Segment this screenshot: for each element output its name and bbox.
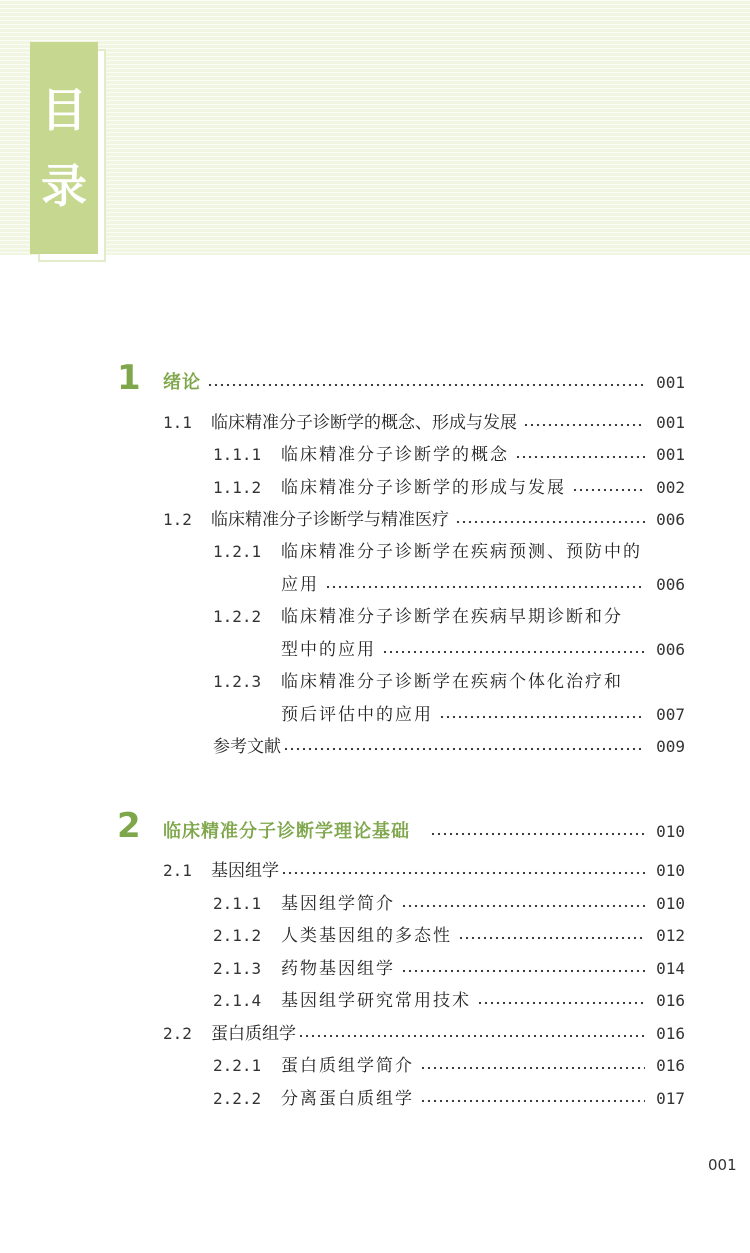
- section-label: 蛋白质组学简介: [281, 1056, 414, 1076]
- toc-entry-1-1-1[interactable]: [213, 441, 685, 469]
- chapter-1-entry[interactable]: [163, 369, 685, 397]
- toc-entry-1-2-3-line1[interactable]: [213, 668, 685, 696]
- dot-leader: [325, 582, 645, 592]
- section-label: 临床精准分子诊断学与精准医疗: [211, 510, 449, 530]
- toc-title-char-1: 目: [41, 83, 87, 137]
- toc-entry-2-2-2[interactable]: [213, 1085, 685, 1113]
- section-page: 010: [656, 861, 685, 880]
- section-page: 016: [656, 1056, 685, 1075]
- section-page: 001: [656, 445, 685, 464]
- toc-entry-2-1[interactable]: [163, 857, 685, 885]
- toc-entry-2-1-4[interactable]: [213, 987, 685, 1015]
- chapter-1-page: 001: [656, 373, 685, 392]
- chapter-2-number: 2: [117, 806, 141, 846]
- section-number: 2.2: [163, 1024, 192, 1043]
- section-number: 1.2.1: [213, 542, 262, 561]
- toc-entry-1-2-2-line2[interactable]: [281, 636, 685, 664]
- section-number: 2.1.2: [213, 926, 262, 945]
- section-label-line2: 预后评估中的应用: [281, 705, 433, 725]
- section-number: 2.1: [163, 861, 192, 880]
- dot-leader: [430, 829, 645, 839]
- section-label: 药物基因组学: [281, 959, 395, 979]
- section-number: 1.2.3: [213, 672, 262, 691]
- toc-entry-1-1-2[interactable]: [213, 474, 685, 502]
- toc-entry-2-1-2[interactable]: [213, 922, 685, 950]
- toc-title-box: [30, 42, 98, 254]
- section-number: 2.2.1: [213, 1056, 262, 1075]
- section-label-line2: 型中的应用: [281, 640, 376, 660]
- dot-leader: [455, 517, 645, 527]
- section-label-line1: 临床精准分子诊断学在疾病预测、预防中的: [281, 542, 642, 562]
- section-number: 2.1.4: [213, 991, 262, 1010]
- dot-leader: [382, 647, 645, 657]
- toc-entry-2-1-1[interactable]: [213, 890, 685, 918]
- section-page: 012: [656, 926, 685, 945]
- section-label: 基因组学简介: [281, 894, 395, 914]
- section-page: 006: [656, 575, 685, 594]
- dot-leader: [401, 901, 645, 911]
- header-band: [0, 0, 750, 255]
- section-number: 1.1: [163, 413, 192, 432]
- section-page: 001: [656, 413, 685, 432]
- section-label: 临床精准分子诊断学的概念: [281, 445, 509, 465]
- section-number: 1.2: [163, 510, 192, 529]
- dot-leader: [207, 380, 645, 390]
- section-label: 人类基因组的多态性: [281, 926, 452, 946]
- section-page: 007: [656, 705, 685, 724]
- section-label-line1: 临床精准分子诊断学在疾病个体化治疗和: [281, 672, 623, 692]
- toc-entry-1-2-3-line2[interactable]: [281, 701, 685, 729]
- dot-leader: [420, 1096, 645, 1106]
- section-number: 1.2.2: [213, 607, 262, 626]
- section-page: 002: [656, 478, 685, 497]
- toc-entry-2-2[interactable]: [163, 1020, 685, 1048]
- section-label: 分离蛋白质组学: [281, 1089, 414, 1109]
- section-label: 基因组学: [211, 861, 279, 881]
- dot-leader: [477, 998, 645, 1008]
- section-page: 017: [656, 1089, 685, 1108]
- section-label: 基因组学研究常用技术: [281, 991, 471, 1011]
- section-label: 蛋白质组学: [211, 1024, 296, 1044]
- section-label: 临床精准分子诊断学的形成与发展: [281, 478, 566, 498]
- page-number: 001: [708, 1156, 737, 1174]
- chapter-2-title: 临床精准分子诊断学理论基础: [163, 821, 410, 842]
- toc-entry-1-2[interactable]: [163, 506, 685, 534]
- section-label: 临床精准分子诊断学的概念、形成与发展: [211, 413, 517, 433]
- section-page: 009: [656, 737, 685, 756]
- section-label-line2: 应用: [281, 575, 319, 595]
- toc-title-char-2: 录: [41, 159, 87, 213]
- toc-entry-references[interactable]: [213, 733, 685, 761]
- dot-leader: [572, 485, 645, 495]
- dot-leader: [515, 452, 645, 462]
- dot-leader: [281, 868, 645, 878]
- dot-leader: [458, 933, 645, 943]
- references-label: 参考文献: [213, 737, 281, 757]
- section-page: 006: [656, 510, 685, 529]
- toc-entry-2-1-3[interactable]: [213, 955, 685, 983]
- dot-leader: [401, 966, 645, 976]
- section-page: 006: [656, 640, 685, 659]
- chapter-2-entry[interactable]: [163, 818, 685, 846]
- dot-leader: [439, 712, 645, 722]
- dot-leader: [420, 1063, 645, 1073]
- section-number: 1.1.2: [213, 478, 262, 497]
- toc-entry-1-2-1-line1[interactable]: [213, 538, 685, 566]
- section-label-line1: 临床精准分子诊断学在疾病早期诊断和分: [281, 607, 623, 627]
- chapter-1-title: 绪论: [163, 372, 201, 393]
- section-number: 2.1.1: [213, 894, 262, 913]
- section-page: 010: [656, 894, 685, 913]
- section-number: 2.1.3: [213, 959, 262, 978]
- chapter-2-page: 010: [656, 822, 685, 841]
- chapter-1-number: 1: [117, 358, 141, 398]
- toc-entry-2-2-1[interactable]: [213, 1052, 685, 1080]
- section-number: 1.1.1: [213, 445, 262, 464]
- section-page: 014: [656, 959, 685, 978]
- section-page: 016: [656, 991, 685, 1010]
- dot-leader: [298, 1031, 645, 1041]
- toc-entry-1-2-2-line1[interactable]: [213, 603, 685, 631]
- toc-entry-1-1[interactable]: [163, 409, 685, 437]
- section-page: 016: [656, 1024, 685, 1043]
- dot-leader: [283, 744, 645, 754]
- section-number: 2.2.2: [213, 1089, 262, 1108]
- dot-leader: [523, 420, 645, 430]
- toc-entry-1-2-1-line2[interactable]: [281, 571, 685, 599]
